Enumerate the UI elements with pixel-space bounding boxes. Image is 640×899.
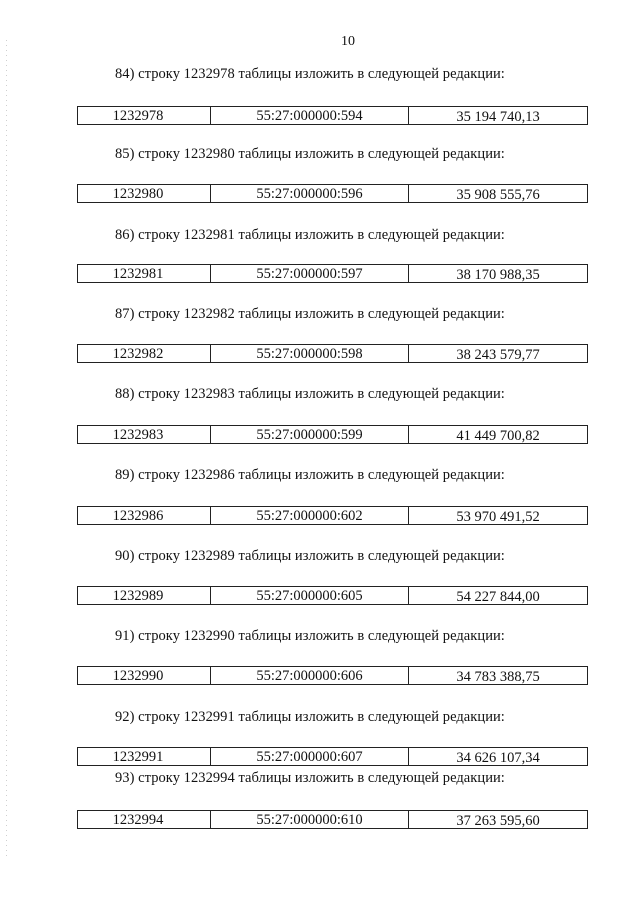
row-number-cell: 1232980: [78, 185, 211, 202]
table-row: [77, 747, 588, 766]
value-cell: 38 170 988,35: [456, 267, 540, 283]
table-row: [77, 586, 588, 605]
row-number-cell: 1232981: [78, 265, 211, 282]
value-cell: 34 783 388,75: [456, 669, 540, 685]
page-number: 10: [341, 34, 355, 49]
amendment-paragraph: 90) строку 1232989 таблицы изложить в следующей редакции:: [115, 548, 505, 564]
value-cell: 37 263 595,60: [456, 813, 540, 829]
amendment-paragraph: 86) строку 1232981 таблицы изложить в следующей редакции:: [115, 227, 505, 243]
cadastral-number-cell: 55:27:000000:596: [211, 185, 409, 202]
value-cell: 53 970 491,52: [456, 509, 540, 525]
cadastral-number-cell: 55:27:000000:610: [211, 811, 409, 828]
amendment-paragraph: 85) строку 1232980 таблицы изложить в следующей редакции:: [115, 146, 505, 162]
table-row: [77, 106, 588, 125]
value-cell: 35 194 740,13: [456, 109, 540, 125]
row-number-cell: 1232982: [78, 345, 211, 362]
table-row: [77, 264, 588, 283]
table-row: [77, 506, 588, 525]
row-number-cell: 1232991: [78, 748, 211, 765]
table-row: [77, 425, 588, 444]
cadastral-number-cell: 55:27:000000:602: [211, 507, 409, 524]
cadastral-number-cell: 55:27:000000:599: [211, 426, 409, 443]
scan-margin-mark: [6, 40, 7, 860]
row-number-cell: 1232983: [78, 426, 211, 443]
amendment-paragraph: 93) строку 1232994 таблицы изложить в следующей редакции:: [115, 770, 505, 786]
row-number-cell: 1232978: [78, 107, 211, 124]
amendment-paragraph: 91) строку 1232990 таблицы изложить в следующей редакции:: [115, 628, 505, 644]
value-cell: 35 908 555,76: [456, 187, 540, 203]
cadastral-number-cell: 55:27:000000:607: [211, 748, 409, 765]
value-cell: 38 243 579,77: [456, 347, 540, 363]
cadastral-number-cell: 55:27:000000:606: [211, 667, 409, 684]
value-cell: 54 227 844,00: [456, 589, 540, 605]
table-row: [77, 184, 588, 203]
row-number-cell: 1232989: [78, 587, 211, 604]
table-row: [77, 666, 588, 685]
row-number-cell: 1232994: [78, 811, 211, 828]
row-number-cell: 1232986: [78, 507, 211, 524]
cadastral-number-cell: 55:27:000000:605: [211, 587, 409, 604]
table-row: [77, 344, 588, 363]
amendment-paragraph: 92) строку 1232991 таблицы изложить в следующей редакции:: [115, 709, 505, 725]
amendment-paragraph: 84) строку 1232978 таблицы изложить в следующей редакции:: [115, 66, 505, 82]
amendment-paragraph: 87) строку 1232982 таблицы изложить в следующей редакции:: [115, 306, 505, 322]
value-cell: 41 449 700,82: [456, 428, 540, 444]
row-number-cell: 1232990: [78, 667, 211, 684]
cadastral-number-cell: 55:27:000000:594: [211, 107, 409, 124]
cadastral-number-cell: 55:27:000000:597: [211, 265, 409, 282]
value-cell: 34 626 107,34: [456, 750, 540, 766]
amendment-paragraph: 89) строку 1232986 таблицы изложить в следующей редакции:: [115, 467, 505, 483]
cadastral-number-cell: 55:27:000000:598: [211, 345, 409, 362]
amendment-paragraph: 88) строку 1232983 таблицы изложить в следующей редакции:: [115, 386, 505, 402]
table-row: [77, 810, 588, 829]
